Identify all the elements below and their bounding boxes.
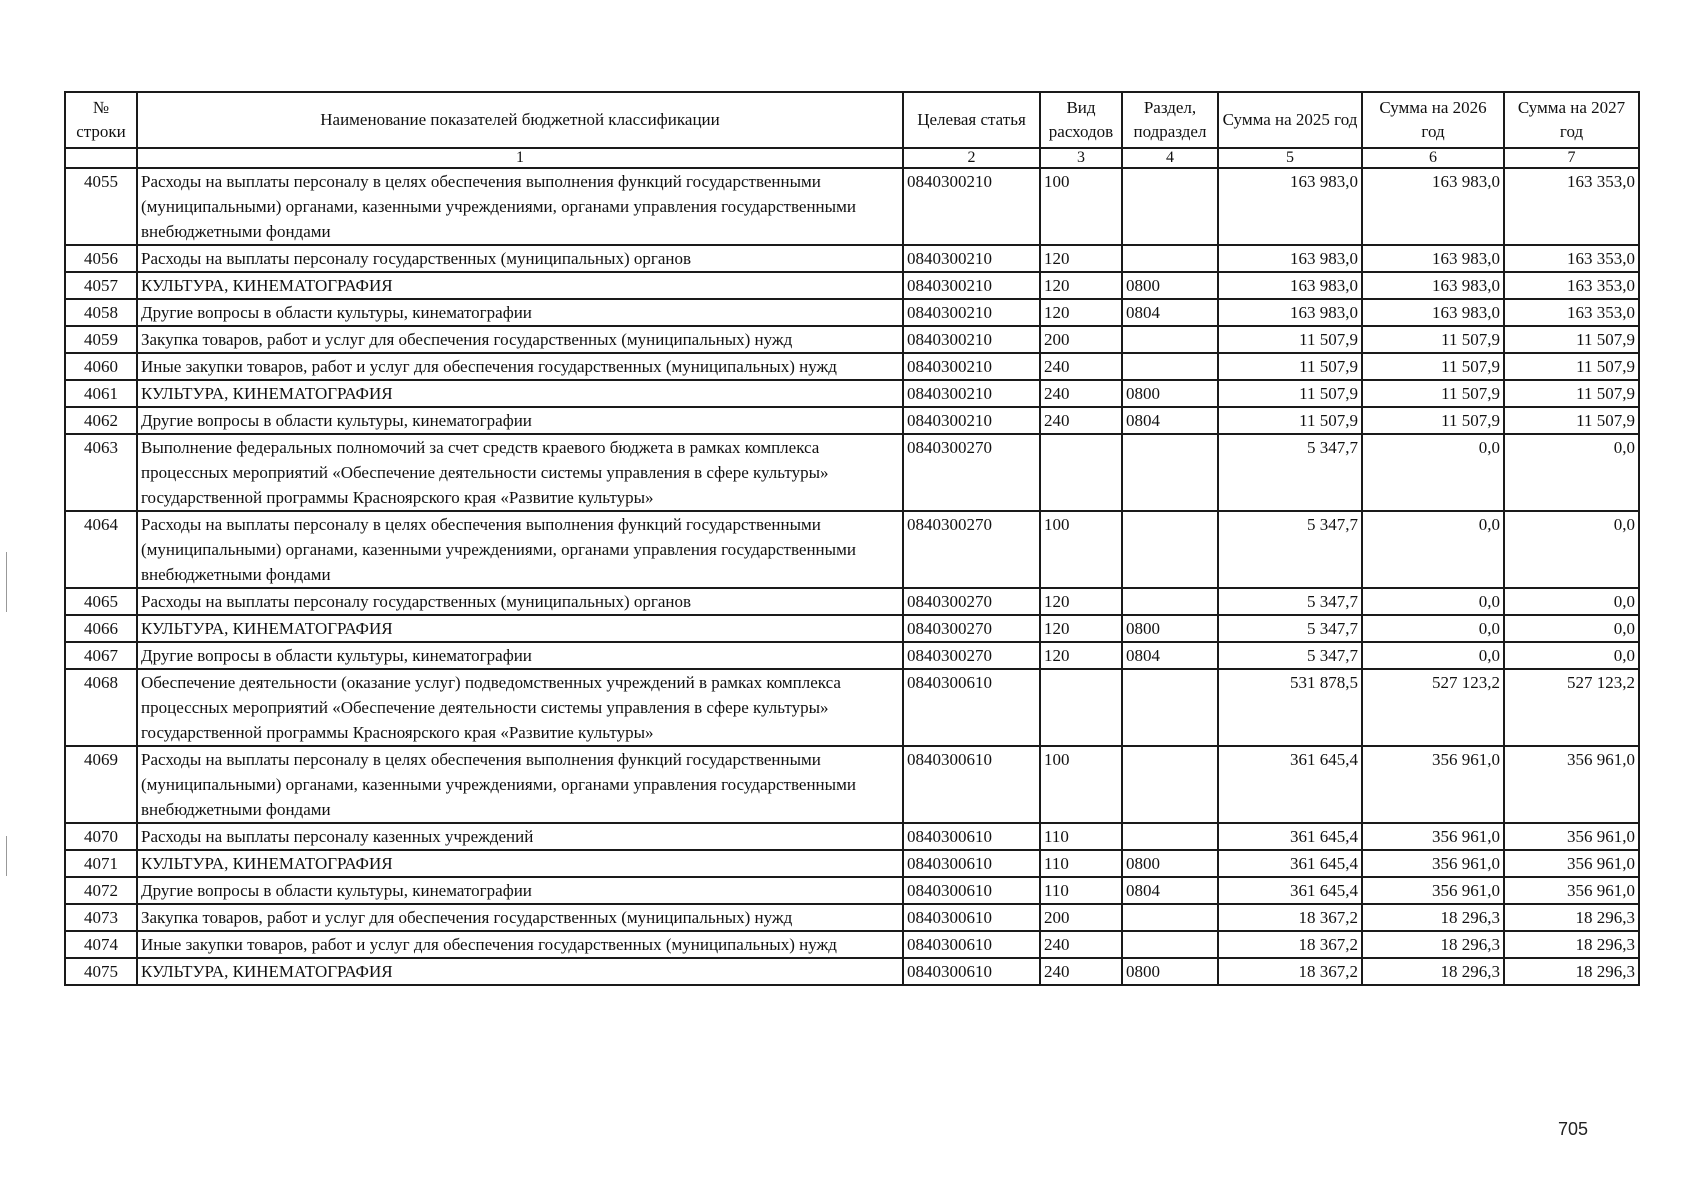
table-row	[65, 272, 1639, 299]
row-number-cell: 4056	[65, 245, 137, 272]
section-cell	[1122, 746, 1218, 823]
section-cell	[1122, 168, 1218, 245]
section-cell: 0800	[1122, 615, 1218, 642]
sum-2025-cell: 18 367,2	[1218, 931, 1362, 958]
target-article-cell: 0840300610	[903, 931, 1040, 958]
header-name: Наименование показателей бюджетной классификации	[137, 92, 903, 148]
row-number-cell: 4061	[65, 380, 137, 407]
sum-2025-cell: 5 347,7	[1218, 615, 1362, 642]
column-number: 6	[1362, 148, 1504, 168]
target-article-cell: 0840300210	[903, 272, 1040, 299]
section-cell	[1122, 511, 1218, 588]
target-article-cell: 0840300270	[903, 511, 1040, 588]
sum-2027-cell: 0,0	[1504, 642, 1639, 669]
target-article-cell: 0840300610	[903, 850, 1040, 877]
target-article-cell: 0840300270	[903, 588, 1040, 615]
column-number: 1	[137, 148, 903, 168]
sum-2025-cell: 5 347,7	[1218, 588, 1362, 615]
sum-2025-cell: 5 347,7	[1218, 511, 1362, 588]
row-number-cell: 4062	[65, 407, 137, 434]
sum-2027-cell: 356 961,0	[1504, 823, 1639, 850]
table-row	[65, 299, 1639, 326]
table-row	[65, 326, 1639, 353]
expense-type-cell: 200	[1040, 904, 1122, 931]
header-sum-2026: Сумма на 2026 год	[1362, 92, 1504, 148]
sum-2025-cell: 5 347,7	[1218, 642, 1362, 669]
sum-2027-cell: 11 507,9	[1504, 407, 1639, 434]
header-target-article: Целевая статья	[903, 92, 1040, 148]
name-cell: КУЛЬТУРА, КИНЕМАТОГРАФИЯ	[137, 958, 903, 985]
expense-type-cell: 240	[1040, 407, 1122, 434]
table-row	[65, 642, 1639, 669]
target-article-cell: 0840300210	[903, 326, 1040, 353]
sum-2025-cell: 18 367,2	[1218, 904, 1362, 931]
sum-2025-cell: 11 507,9	[1218, 326, 1362, 353]
name-cell: Расходы на выплаты персоналу в целях обеспечения выполнения функций государственными (муниципальными) органами, казенными учреждениями, органами управления государственными внебюджетными фондами	[137, 511, 903, 588]
row-number-cell: 4064	[65, 511, 137, 588]
sum-2025-cell: 163 983,0	[1218, 168, 1362, 245]
sum-2025-cell: 163 983,0	[1218, 245, 1362, 272]
header-row-number: № строки	[65, 92, 137, 148]
sum-2026-cell: 356 961,0	[1362, 850, 1504, 877]
row-number-cell: 4057	[65, 272, 137, 299]
table-row	[65, 511, 1639, 588]
name-cell: КУЛЬТУРА, КИНЕМАТОГРАФИЯ	[137, 850, 903, 877]
target-article-cell: 0840300210	[903, 168, 1040, 245]
target-article-cell: 0840300610	[903, 746, 1040, 823]
sum-2026-cell: 11 507,9	[1362, 353, 1504, 380]
sum-2025-cell: 11 507,9	[1218, 407, 1362, 434]
section-cell	[1122, 669, 1218, 746]
sum-2026-cell: 163 983,0	[1362, 245, 1504, 272]
sum-2027-cell: 527 123,2	[1504, 669, 1639, 746]
row-number-cell: 4069	[65, 746, 137, 823]
header-sum-2027: Сумма на 2027 год	[1504, 92, 1639, 148]
column-number: 3	[1040, 148, 1122, 168]
section-cell	[1122, 245, 1218, 272]
expense-type-cell: 100	[1040, 746, 1122, 823]
expense-type-cell: 240	[1040, 380, 1122, 407]
table-row	[65, 904, 1639, 931]
name-cell: Выполнение федеральных полномочий за счет средств краевого бюджета в рамках комплекса процессных мероприятий «Обеспечение деятельности системы управления в сфере культуры» государственной программы Красноярского края «Развитие культуры»	[137, 434, 903, 511]
section-cell	[1122, 326, 1218, 353]
name-cell: Расходы на выплаты персоналу государственных (муниципальных) органов	[137, 245, 903, 272]
column-number: 2	[903, 148, 1040, 168]
header-section: Раздел, подраздел	[1122, 92, 1218, 148]
section-cell	[1122, 588, 1218, 615]
row-number-cell: 4068	[65, 669, 137, 746]
expense-type-cell: 240	[1040, 958, 1122, 985]
sum-2026-cell: 0,0	[1362, 511, 1504, 588]
row-number-cell: 4058	[65, 299, 137, 326]
sum-2025-cell: 361 645,4	[1218, 823, 1362, 850]
budget-sheet	[64, 91, 1638, 986]
name-cell: Закупка товаров, работ и услуг для обеспечения государственных (муниципальных) нужд	[137, 904, 903, 931]
sum-2027-cell: 163 353,0	[1504, 168, 1639, 245]
target-article-cell: 0840300610	[903, 823, 1040, 850]
sum-2027-cell: 18 296,3	[1504, 958, 1639, 985]
section-cell: 0804	[1122, 877, 1218, 904]
target-article-cell: 0840300210	[903, 407, 1040, 434]
column-number-row	[65, 148, 1639, 168]
row-number-cell: 4075	[65, 958, 137, 985]
name-cell: Обеспечение деятельности (оказание услуг) подведомственных учреждений в рамках комплекса процессных мероприятий «Обеспечение деятельности системы управления в сфере культуры» государственной программы Красноярского края «Развитие культуры»	[137, 669, 903, 746]
target-article-cell: 0840300610	[903, 904, 1040, 931]
row-number-cell: 4063	[65, 434, 137, 511]
target-article-cell: 0840300270	[903, 615, 1040, 642]
expense-type-cell: 240	[1040, 931, 1122, 958]
section-cell: 0800	[1122, 272, 1218, 299]
sum-2027-cell: 163 353,0	[1504, 272, 1639, 299]
row-number-cell: 4055	[65, 168, 137, 245]
sum-2026-cell: 18 296,3	[1362, 958, 1504, 985]
name-cell: Другие вопросы в области культуры, кинематографии	[137, 299, 903, 326]
target-article-cell: 0840300210	[903, 353, 1040, 380]
sum-2027-cell: 11 507,9	[1504, 380, 1639, 407]
row-number-cell: 4073	[65, 904, 137, 931]
sum-2025-cell: 11 507,9	[1218, 353, 1362, 380]
target-article-cell: 0840300210	[903, 299, 1040, 326]
sum-2026-cell: 0,0	[1362, 434, 1504, 511]
sum-2026-cell: 527 123,2	[1362, 669, 1504, 746]
table-row	[65, 380, 1639, 407]
expense-type-cell: 110	[1040, 850, 1122, 877]
table-body	[65, 168, 1639, 985]
scan-margin-mark	[6, 552, 7, 612]
name-cell: КУЛЬТУРА, КИНЕМАТОГРАФИЯ	[137, 615, 903, 642]
target-article-cell: 0840300610	[903, 958, 1040, 985]
name-cell: Расходы на выплаты персоналу государственных (муниципальных) органов	[137, 588, 903, 615]
sum-2025-cell: 361 645,4	[1218, 877, 1362, 904]
sum-2026-cell: 163 983,0	[1362, 272, 1504, 299]
section-cell: 0804	[1122, 299, 1218, 326]
row-number-cell: 4067	[65, 642, 137, 669]
row-number-cell: 4060	[65, 353, 137, 380]
sum-2026-cell: 163 983,0	[1362, 299, 1504, 326]
table-row	[65, 434, 1639, 511]
sum-2025-cell: 163 983,0	[1218, 299, 1362, 326]
table-row	[65, 877, 1639, 904]
expense-type-cell: 120	[1040, 272, 1122, 299]
sum-2026-cell: 163 983,0	[1362, 168, 1504, 245]
expense-type-cell: 110	[1040, 877, 1122, 904]
table-row	[65, 850, 1639, 877]
table-row	[65, 353, 1639, 380]
table-row	[65, 958, 1639, 985]
sum-2026-cell: 0,0	[1362, 642, 1504, 669]
table-row	[65, 407, 1639, 434]
table-row	[65, 615, 1639, 642]
column-number: 5	[1218, 148, 1362, 168]
sum-2026-cell: 0,0	[1362, 615, 1504, 642]
expense-type-cell: 200	[1040, 326, 1122, 353]
name-cell: Расходы на выплаты персоналу казенных учреждений	[137, 823, 903, 850]
section-cell	[1122, 434, 1218, 511]
section-cell	[1122, 353, 1218, 380]
name-cell: КУЛЬТУРА, КИНЕМАТОГРАФИЯ	[137, 380, 903, 407]
section-cell: 0804	[1122, 407, 1218, 434]
sum-2026-cell: 11 507,9	[1362, 326, 1504, 353]
table-row	[65, 588, 1639, 615]
section-cell: 0800	[1122, 958, 1218, 985]
sum-2025-cell: 5 347,7	[1218, 434, 1362, 511]
sum-2027-cell: 11 507,9	[1504, 326, 1639, 353]
sum-2025-cell: 361 645,4	[1218, 850, 1362, 877]
expense-type-cell: 120	[1040, 588, 1122, 615]
target-article-cell: 0840300610	[903, 669, 1040, 746]
name-cell: Другие вопросы в области культуры, кинематографии	[137, 407, 903, 434]
expense-type-cell: 120	[1040, 245, 1122, 272]
target-article-cell: 0840300270	[903, 642, 1040, 669]
name-cell: Другие вопросы в области культуры, кинематографии	[137, 877, 903, 904]
sum-2025-cell: 18 367,2	[1218, 958, 1362, 985]
section-cell	[1122, 823, 1218, 850]
sum-2026-cell: 0,0	[1362, 588, 1504, 615]
name-cell: Закупка товаров, работ и услуг для обеспечения государственных (муниципальных) нужд	[137, 326, 903, 353]
sum-2027-cell: 356 961,0	[1504, 877, 1639, 904]
sum-2026-cell: 356 961,0	[1362, 823, 1504, 850]
target-article-cell: 0840300210	[903, 380, 1040, 407]
expense-type-cell: 240	[1040, 353, 1122, 380]
target-article-cell: 0840300610	[903, 877, 1040, 904]
row-number-cell: 4074	[65, 931, 137, 958]
sum-2027-cell: 0,0	[1504, 588, 1639, 615]
section-cell: 0800	[1122, 850, 1218, 877]
expense-type-cell	[1040, 669, 1122, 746]
sum-2027-cell: 356 961,0	[1504, 746, 1639, 823]
row-number-cell: 4070	[65, 823, 137, 850]
sum-2027-cell: 11 507,9	[1504, 353, 1639, 380]
table-row	[65, 245, 1639, 272]
column-number	[65, 148, 137, 168]
sum-2025-cell: 163 983,0	[1218, 272, 1362, 299]
expense-type-cell: 100	[1040, 511, 1122, 588]
column-number: 4	[1122, 148, 1218, 168]
sum-2025-cell: 361 645,4	[1218, 746, 1362, 823]
name-cell: Расходы на выплаты персоналу в целях обеспечения выполнения функций государственными (муниципальными) органами, казенными учреждениями, органами управления государственными внебюджетными фондами	[137, 746, 903, 823]
name-cell: Иные закупки товаров, работ и услуг для обеспечения государственных (муниципальных) нужд	[137, 353, 903, 380]
expense-type-cell	[1040, 434, 1122, 511]
header-row	[65, 92, 1639, 148]
sum-2026-cell: 11 507,9	[1362, 407, 1504, 434]
sum-2027-cell: 0,0	[1504, 615, 1639, 642]
section-cell: 0800	[1122, 380, 1218, 407]
table-row	[65, 168, 1639, 245]
row-number-cell: 4059	[65, 326, 137, 353]
target-article-cell: 0840300210	[903, 245, 1040, 272]
sum-2027-cell: 0,0	[1504, 434, 1639, 511]
page-number: 705	[1558, 1119, 1589, 1139]
sum-2027-cell: 18 296,3	[1504, 931, 1639, 958]
expense-type-cell: 120	[1040, 642, 1122, 669]
table-row	[65, 746, 1639, 823]
section-cell	[1122, 931, 1218, 958]
budget-table	[64, 91, 1640, 986]
table-row	[65, 823, 1639, 850]
sum-2026-cell: 11 507,9	[1362, 380, 1504, 407]
expense-type-cell: 100	[1040, 168, 1122, 245]
sum-2026-cell: 18 296,3	[1362, 904, 1504, 931]
header-sum-2025: Сумма на 2025 год	[1218, 92, 1362, 148]
section-cell: 0804	[1122, 642, 1218, 669]
scan-margin-mark	[6, 836, 7, 876]
header-expense-type: Вид расходов	[1040, 92, 1122, 148]
sum-2027-cell: 356 961,0	[1504, 850, 1639, 877]
sum-2025-cell: 531 878,5	[1218, 669, 1362, 746]
row-number-cell: 4071	[65, 850, 137, 877]
table-row	[65, 931, 1639, 958]
name-cell: Другие вопросы в области культуры, кинематографии	[137, 642, 903, 669]
name-cell: Иные закупки товаров, работ и услуг для обеспечения государственных (муниципальных) нужд	[137, 931, 903, 958]
sum-2027-cell: 0,0	[1504, 511, 1639, 588]
expense-type-cell: 120	[1040, 615, 1122, 642]
row-number-cell: 4065	[65, 588, 137, 615]
name-cell: Расходы на выплаты персоналу в целях обеспечения выполнения функций государственными (муниципальными) органами, казенными учреждениями, органами управления государственными внебюджетными фондами	[137, 168, 903, 245]
table-row	[65, 669, 1639, 746]
expense-type-cell: 110	[1040, 823, 1122, 850]
sum-2027-cell: 163 353,0	[1504, 245, 1639, 272]
section-cell	[1122, 904, 1218, 931]
row-number-cell: 4072	[65, 877, 137, 904]
sum-2026-cell: 356 961,0	[1362, 877, 1504, 904]
column-number: 7	[1504, 148, 1639, 168]
sum-2025-cell: 11 507,9	[1218, 380, 1362, 407]
expense-type-cell: 120	[1040, 299, 1122, 326]
sum-2027-cell: 163 353,0	[1504, 299, 1639, 326]
name-cell: КУЛЬТУРА, КИНЕМАТОГРАФИЯ	[137, 272, 903, 299]
sum-2027-cell: 18 296,3	[1504, 904, 1639, 931]
target-article-cell: 0840300270	[903, 434, 1040, 511]
sum-2026-cell: 356 961,0	[1362, 746, 1504, 823]
row-number-cell: 4066	[65, 615, 137, 642]
sum-2026-cell: 18 296,3	[1362, 931, 1504, 958]
